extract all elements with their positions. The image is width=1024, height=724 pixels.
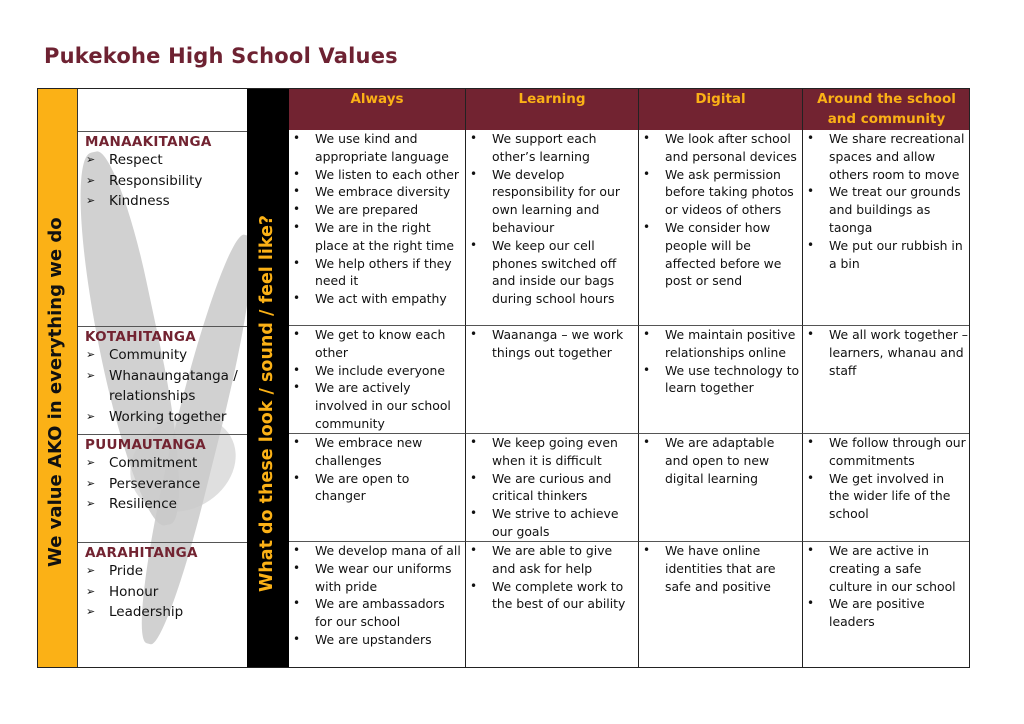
behaviour-item: • We embrace new challenges bbox=[289, 434, 463, 470]
sub-value-item: ➢ Perseverance bbox=[78, 474, 247, 495]
behaviour-list bbox=[803, 434, 968, 523]
sub-values-list bbox=[78, 453, 247, 515]
behaviour-item: • We wear our uniforms with pride bbox=[289, 560, 463, 596]
behaviour-list bbox=[639, 434, 800, 487]
behaviour-list bbox=[289, 130, 463, 308]
behaviour-item: • We share recreational spaces and allow others room to move bbox=[803, 130, 968, 183]
behaviour-list bbox=[803, 130, 968, 272]
cell-manaakitanga-always bbox=[289, 130, 466, 326]
sub-value-item: ➢ Resilience bbox=[78, 494, 247, 515]
behaviour-item: • We maintain positive relationships online bbox=[639, 326, 800, 362]
behaviour-item: • We develop responsibility for our own learning and behaviour bbox=[466, 166, 636, 237]
cell-aarahitanga-digital bbox=[639, 542, 803, 668]
behaviour-list bbox=[466, 326, 636, 362]
cell-kotahitanga-community bbox=[803, 326, 970, 434]
behaviour-item: • We embrace diversity bbox=[289, 183, 463, 201]
behaviour-item: • We are prepared bbox=[289, 201, 463, 219]
sub-value-item: ➢ Whanaungatanga / relationships bbox=[78, 366, 247, 407]
values-column bbox=[78, 88, 247, 668]
cell-aarahitanga-always bbox=[289, 542, 466, 668]
behaviour-item: • We are ambassadors for our school bbox=[289, 595, 463, 631]
sub-value-item: ➢ Kindness bbox=[78, 191, 247, 212]
behaviour-list bbox=[466, 434, 636, 541]
behaviour-item: • We help others if they need it bbox=[289, 255, 463, 291]
behaviour-item: • We follow through our commitments bbox=[803, 434, 968, 470]
sub-values-list bbox=[78, 561, 247, 623]
behaviour-item: • We look after school and personal devices bbox=[639, 130, 800, 166]
behaviour-item: • We are able to give and ask for help bbox=[466, 542, 636, 578]
behaviour-item: • We are upstanders bbox=[289, 631, 463, 649]
behaviour-item: • We consider how people will be affected before we post or send bbox=[639, 219, 800, 290]
value-row-manaakitanga bbox=[78, 131, 247, 327]
behaviour-item: • We are open to changer bbox=[289, 470, 463, 506]
behaviour-item: • Waananga – we work things out together bbox=[466, 326, 636, 362]
behaviour-list bbox=[289, 434, 463, 505]
sub-value-item: ➢ Respect bbox=[78, 150, 247, 171]
behaviour-item: • We have online identities that are safe and positive bbox=[639, 542, 800, 595]
value-row-kotahitanga bbox=[78, 327, 247, 435]
sub-value-item: ➢ Commitment bbox=[78, 453, 247, 474]
behaviour-item: • We all work together – learners, whanau and staff bbox=[803, 326, 968, 379]
cell-kotahitanga-learning bbox=[466, 326, 639, 434]
behaviour-item: • We keep our cell phones switched off and inside our bags during school hours bbox=[466, 237, 636, 308]
behaviour-list bbox=[639, 326, 800, 397]
behaviour-item: • We ask permission before taking photos or videos of others bbox=[639, 166, 800, 219]
value-name: AARAHITANGA bbox=[85, 545, 198, 561]
sub-value-item: ➢ Leadership bbox=[78, 602, 247, 623]
behaviour-item: • We put our rubbish in a bin bbox=[803, 237, 968, 273]
behaviour-item: • We treat our grounds and buildings as taonga bbox=[803, 183, 968, 236]
column-header-community: Around the school and community bbox=[803, 88, 970, 130]
behaviour-list bbox=[289, 326, 463, 433]
behaviour-item: • We are in the right place at the right time bbox=[289, 219, 463, 255]
behaviour-list bbox=[639, 130, 800, 290]
cell-puumautanga-digital bbox=[639, 434, 803, 542]
behaviour-item: • We use technology to learn together bbox=[639, 362, 800, 398]
behaviour-item: • We develop mana of all bbox=[289, 542, 463, 560]
cell-manaakitanga-community bbox=[803, 130, 970, 326]
values-table bbox=[37, 88, 970, 668]
cell-kotahitanga-always bbox=[289, 326, 466, 434]
ako-banner bbox=[37, 88, 78, 668]
sub-value-item: ➢ Community bbox=[78, 345, 247, 366]
cell-aarahitanga-community bbox=[803, 542, 970, 668]
behaviour-item: • We support each other’s learning bbox=[466, 130, 636, 166]
behaviour-item: • We keep going even when it is difficult bbox=[466, 434, 636, 470]
behaviour-item: • We are positive leaders bbox=[803, 595, 968, 631]
cell-kotahitanga-digital bbox=[639, 326, 803, 434]
behaviour-list bbox=[639, 542, 800, 595]
value-row-puumautanga bbox=[78, 435, 247, 543]
behaviour-list bbox=[803, 542, 968, 631]
behaviour-list bbox=[466, 130, 636, 308]
cell-puumautanga-always bbox=[289, 434, 466, 542]
column-header-learning: Learning bbox=[466, 88, 639, 130]
behaviour-item: • We listen to each other bbox=[289, 166, 463, 184]
sub-values-list bbox=[78, 345, 247, 427]
behaviour-item: • We get to know each other bbox=[289, 326, 463, 362]
behaviour-item: • We use kind and appropriate language bbox=[289, 130, 463, 166]
behaviour-list bbox=[466, 542, 636, 613]
cell-aarahitanga-learning bbox=[466, 542, 639, 668]
sub-value-item: ➢ Working together bbox=[78, 407, 247, 428]
sub-value-item: ➢ Honour bbox=[78, 582, 247, 603]
cell-puumautanga-learning bbox=[466, 434, 639, 542]
cell-manaakitanga-digital bbox=[639, 130, 803, 326]
behaviour-grid bbox=[289, 88, 970, 668]
value-name: PUUMAUTANGA bbox=[85, 437, 206, 453]
behaviour-list bbox=[803, 326, 968, 379]
behaviour-item: • We are curious and critical thinkers bbox=[466, 470, 636, 506]
behaviour-item: • We get involved in the wider life of the school bbox=[803, 470, 968, 523]
question-banner bbox=[247, 88, 289, 668]
column-header-digital: Digital bbox=[639, 88, 803, 130]
behaviour-item: • We are active in creating a safe culture in our school bbox=[803, 542, 968, 595]
page-title: Pukekohe High School Values bbox=[44, 44, 398, 68]
value-name: KOTAHITANGA bbox=[85, 329, 196, 345]
ako-label: We value AKO in everything we do bbox=[45, 217, 66, 567]
cell-puumautanga-community bbox=[803, 434, 970, 542]
behaviour-list bbox=[289, 542, 463, 649]
sub-value-item: ➢ Pride bbox=[78, 561, 247, 582]
behaviour-item: • We strive to achieve our goals bbox=[466, 505, 636, 541]
column-header-always: Always bbox=[289, 88, 466, 130]
behaviour-item: • We are actively involved in our school community bbox=[289, 379, 463, 432]
behaviour-item: • We include everyone bbox=[289, 362, 463, 380]
cell-manaakitanga-learning bbox=[466, 130, 639, 326]
sub-values-list bbox=[78, 150, 247, 212]
behaviour-item: • We act with empathy bbox=[289, 290, 463, 308]
value-row-aarahitanga bbox=[78, 543, 247, 668]
behaviour-item: • We are adaptable and open to new digital learning bbox=[639, 434, 800, 487]
sub-value-item: ➢ Responsibility bbox=[78, 171, 247, 192]
behaviour-item: • We complete work to the best of our ability bbox=[466, 578, 636, 614]
question-label: What do these look / sound / feel like? bbox=[257, 214, 277, 592]
value-name: MANAAKITANGA bbox=[85, 134, 212, 150]
